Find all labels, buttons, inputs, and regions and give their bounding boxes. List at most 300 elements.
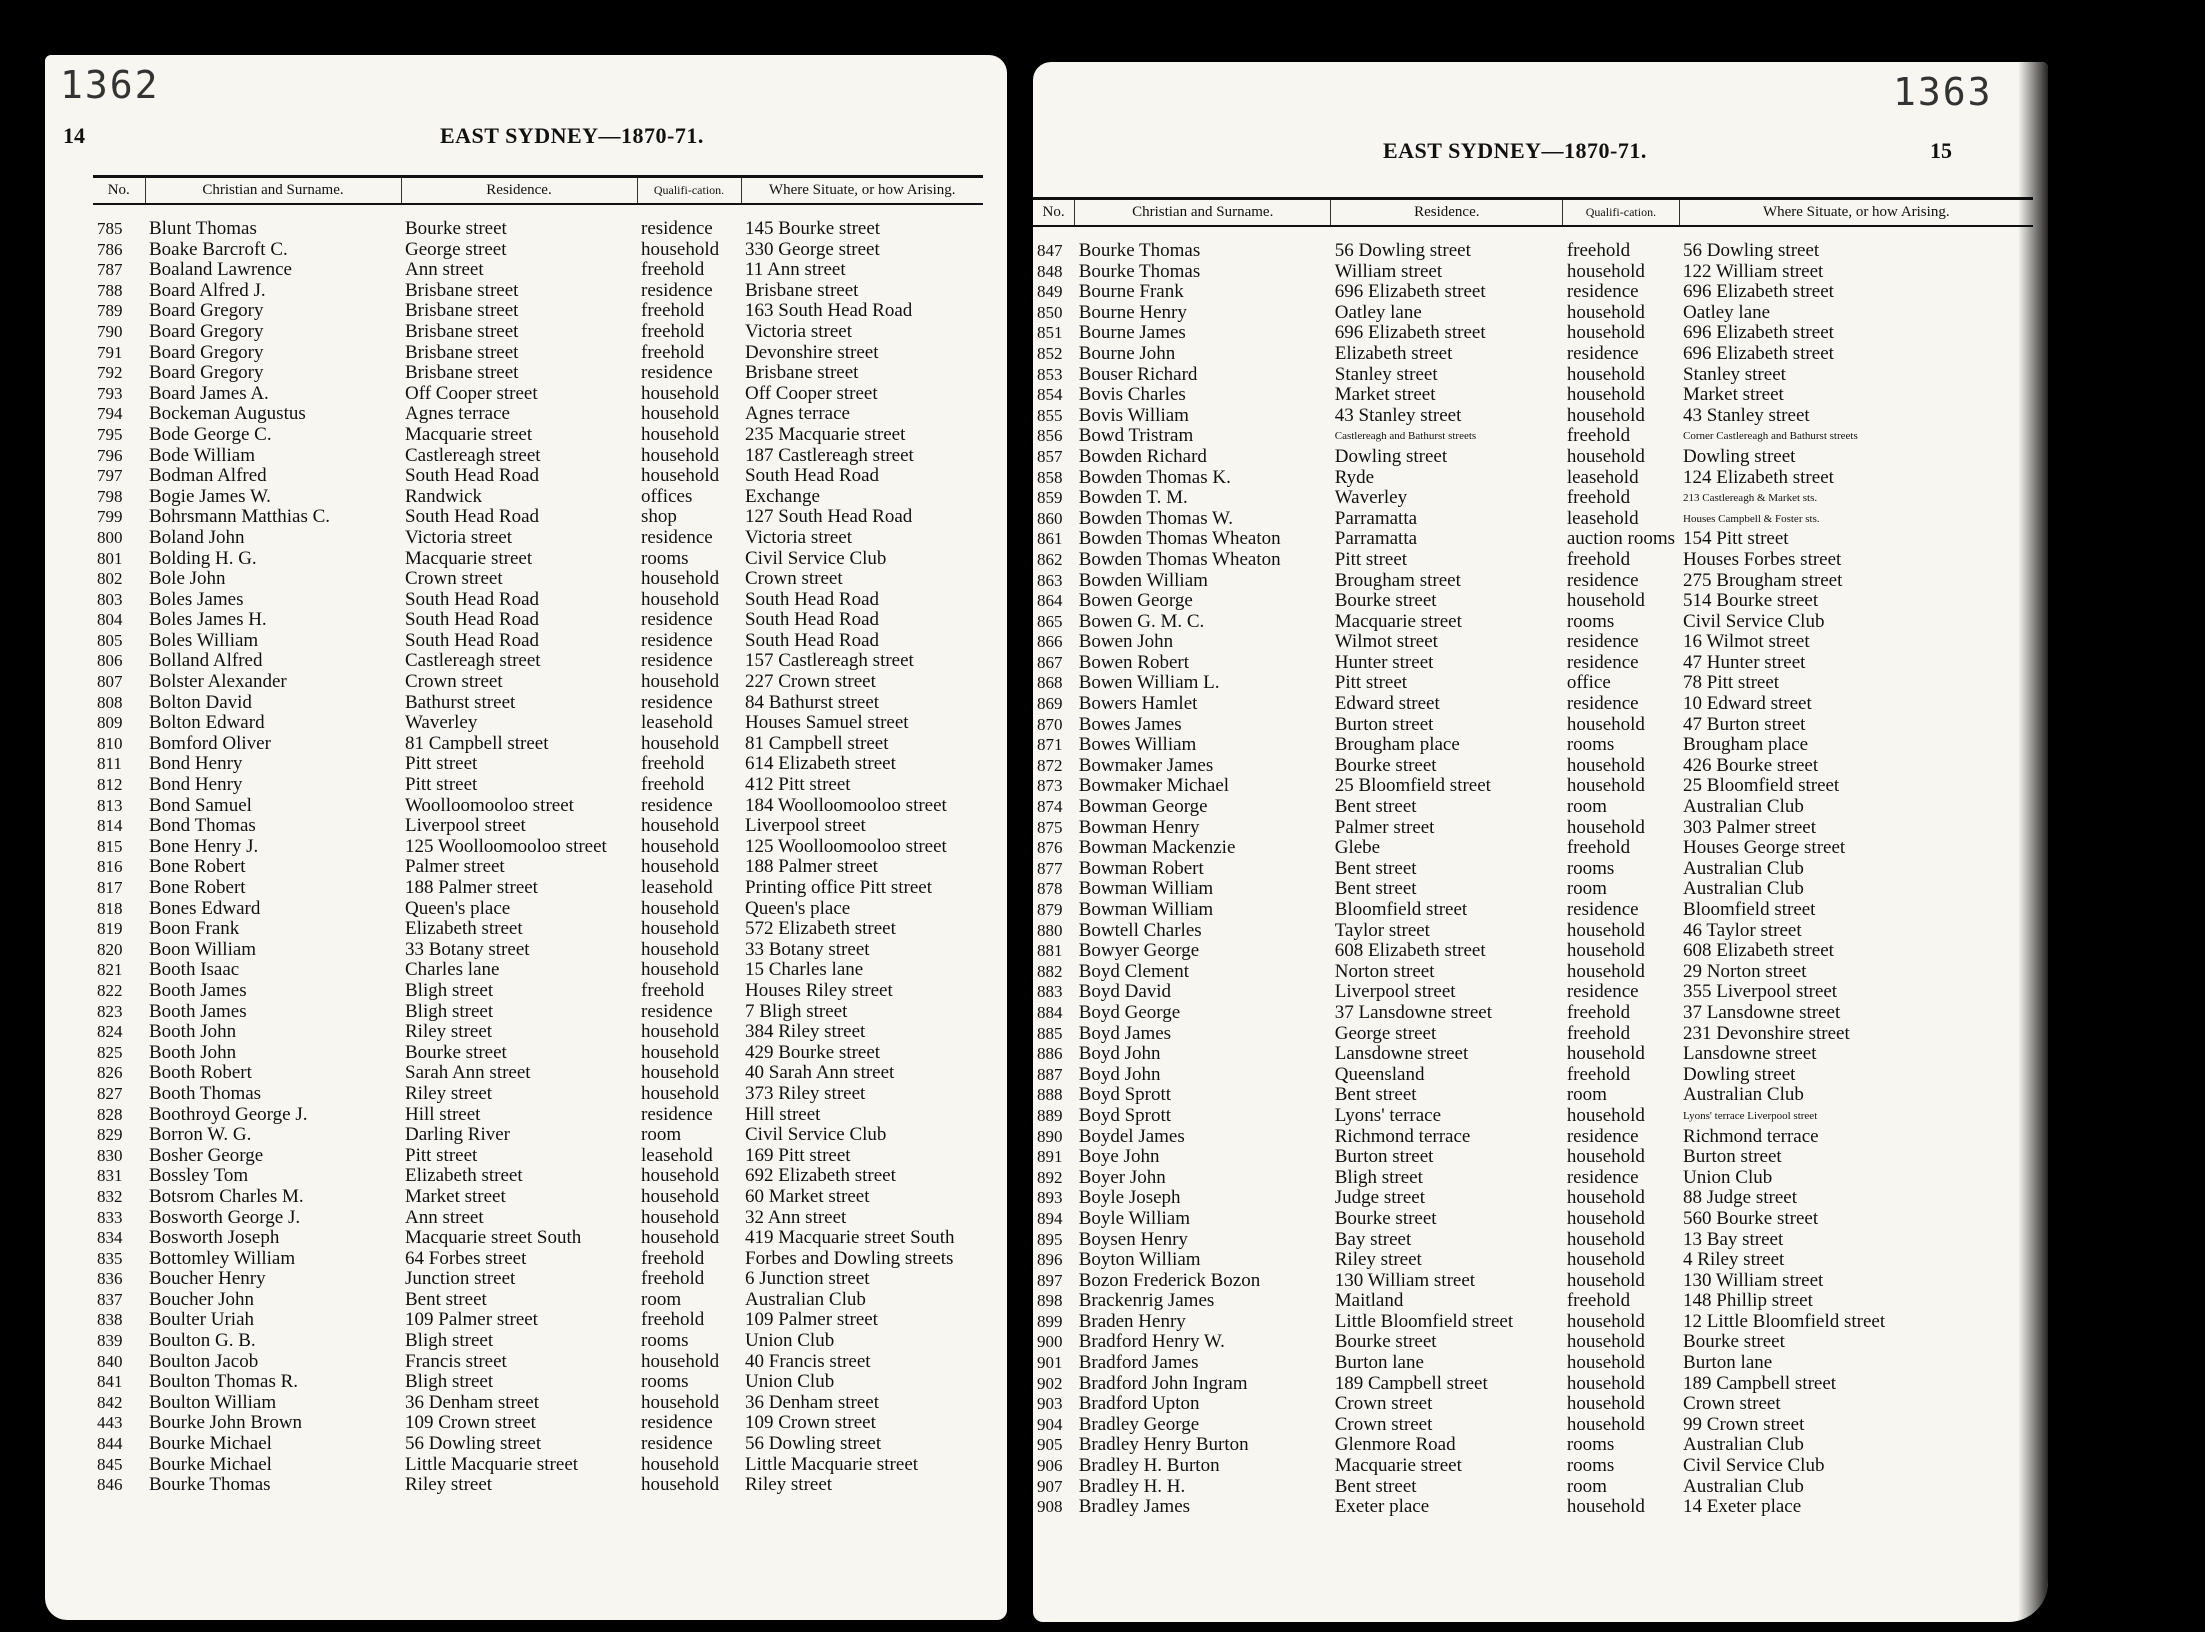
voter-name: Boyd Clement [1078, 960, 1189, 982]
qualification: household [641, 1062, 720, 1084]
entry-number: 861 [1037, 529, 1063, 549]
residence: 37 Lansdowne street [1334, 1001, 1492, 1023]
residence: Crown street [405, 568, 503, 590]
entry-number: 864 [1037, 591, 1063, 611]
where-situate: 412 Pitt street [745, 774, 851, 796]
table-row [93, 610, 983, 631]
residence: Macquarie street [1334, 610, 1462, 632]
table-row [93, 919, 983, 940]
voter-name: Boye John [1078, 1146, 1160, 1168]
voter-name: Boland John [149, 526, 245, 548]
entry-number: 881 [1037, 941, 1063, 961]
voter-name: Bond Thomas [149, 815, 256, 837]
voter-name: Bouser Richard [1078, 363, 1198, 385]
residence: 56 Dowling street [1334, 240, 1471, 261]
where-situate: 84 Bathurst street [745, 691, 880, 713]
qualification: shop [641, 506, 677, 528]
page-edge-shadow [2018, 62, 2048, 1622]
entry-number: 796 [97, 445, 123, 465]
table-row [1033, 1497, 2033, 1518]
voter-name: Boyle William [1078, 1207, 1190, 1229]
voter-name: Bolland Alfred [149, 650, 263, 672]
voter-name: Boyle Joseph [1078, 1187, 1181, 1209]
where-situate: 231 Devonshire street [1683, 1022, 1850, 1044]
table-row [93, 1455, 983, 1476]
entry-number: 865 [1037, 611, 1063, 631]
where-situate: South Head Road [745, 465, 880, 487]
residence: Brisbane street [405, 341, 519, 363]
table-row [1033, 1291, 2033, 1312]
where-situate: Australian Club [1683, 878, 1804, 900]
qualification: household [1566, 322, 1645, 344]
entry-number: 805 [97, 630, 123, 650]
where-situate: 429 Bourke street [745, 1041, 881, 1063]
qualification: household [1566, 445, 1645, 467]
residence: Edward street [1334, 693, 1440, 715]
residence: Victoria street [405, 526, 513, 548]
table-row [93, 1249, 983, 1270]
where-situate: 4 Riley street [1683, 1249, 1785, 1271]
residence: 130 William street [1334, 1269, 1476, 1291]
entry-number: 897 [1037, 1270, 1063, 1290]
voter-name: Boaland Lawrence [149, 259, 292, 281]
where-situate: Houses Forbes street [1683, 548, 1842, 570]
voter-name: Booth Isaac [149, 959, 240, 981]
voter-name: Board Gregory [149, 320, 264, 342]
qualification: household [1566, 301, 1645, 323]
qualification: household [641, 1165, 720, 1187]
qualification: freehold [1566, 487, 1631, 509]
where-situate: Forbes and Dowling streets [745, 1247, 954, 1269]
voter-name: Boucher John [149, 1288, 255, 1310]
where-situate: 109 Crown street [745, 1412, 876, 1434]
residence: Bligh street [1334, 1166, 1423, 1188]
entry-number: 809 [97, 713, 123, 733]
table-row [93, 343, 983, 364]
voter-name: Boulter Uriah [149, 1309, 255, 1331]
table-row [1033, 982, 2033, 1003]
voter-name: Boydel James [1078, 1125, 1185, 1147]
where-situate: 696 Elizabeth street [1683, 342, 1834, 364]
qualification: household [641, 465, 720, 487]
entry-number: 819 [97, 919, 123, 939]
table-row [93, 363, 983, 384]
table-row [93, 528, 983, 549]
table-row [1033, 226, 2033, 262]
where-situate: 81 Campbell street [745, 732, 889, 754]
qualification: household [1566, 960, 1645, 982]
qualification: residence [1566, 693, 1639, 715]
header-residence: Residence. [401, 177, 637, 205]
where-situate: 6 Junction street [745, 1268, 870, 1290]
entry-number: 894 [1037, 1208, 1063, 1228]
entry-number: 875 [1037, 817, 1063, 837]
entry-number: 884 [1037, 1002, 1063, 1022]
header-no: No. [1033, 199, 1075, 227]
table-row [1033, 344, 2033, 365]
voter-name: Boyer John [1078, 1166, 1166, 1188]
qualification: freehold [1566, 837, 1631, 859]
residence: Bent street [405, 1288, 487, 1310]
entry-number: 800 [97, 527, 123, 547]
residence: William street [1334, 260, 1443, 282]
residence: 608 Elizabeth street [1334, 940, 1486, 962]
entry-number: 823 [97, 1001, 123, 1021]
voter-name: Bowden Thomas Wheaton [1078, 528, 1281, 550]
residence: Macquarie street [405, 547, 533, 569]
residence: South Head Road [405, 465, 540, 487]
entry-number: 794 [97, 404, 123, 424]
right-page-title: EAST SYDNEY—1870-71. [1383, 138, 1647, 163]
where-situate: Australian Club [1683, 1084, 1804, 1106]
table-row [93, 1002, 983, 1023]
where-situate: 130 William street [1683, 1269, 1824, 1291]
voter-name: Boles William [149, 629, 259, 651]
entry-number: 802 [97, 569, 123, 589]
residence: Exeter place [1334, 1496, 1430, 1518]
entry-number: 793 [97, 383, 123, 403]
residence: 33 Botany street [405, 938, 530, 960]
entry-number: 786 [97, 239, 123, 259]
qualification: household [641, 1021, 720, 1043]
where-situate: Australian Club [1683, 1434, 1804, 1456]
table-row [1033, 591, 2033, 612]
residence: Burton street [1334, 1146, 1434, 1168]
qualification: freehold [641, 259, 705, 281]
qualification: household [641, 1206, 720, 1228]
voter-name: Bourne Henry [1078, 301, 1187, 323]
table-row [93, 1105, 983, 1126]
where-situate: 227 Crown street [745, 671, 876, 693]
residence: Riley street [405, 1082, 493, 1104]
entry-number: 858 [1037, 467, 1063, 487]
voter-name: Boysen Henry [1078, 1228, 1188, 1250]
qualification: residence [1566, 899, 1639, 920]
entry-number: 851 [1037, 323, 1063, 343]
entry-number: 873 [1037, 776, 1063, 796]
where-situate: 419 Macquarie street South [745, 1227, 955, 1249]
qualification: residence [641, 650, 713, 672]
residence: Bligh street [405, 1330, 494, 1352]
table-row [93, 1269, 983, 1290]
qualification: household [1566, 1043, 1645, 1065]
qualification: residence [1566, 281, 1639, 303]
left-header-row [93, 177, 983, 205]
where-situate: 78 Pitt street [1683, 672, 1780, 694]
entry-number: 829 [97, 1125, 123, 1145]
qualification: residence [1566, 631, 1639, 653]
header-where-situate: Where Situate, or how Arising. [1679, 199, 2033, 227]
where-situate: 56 Dowling street [1683, 240, 1820, 261]
qualification: household [1566, 590, 1645, 612]
entry-number: 880 [1037, 920, 1063, 940]
voter-name: Bosher George [149, 1144, 264, 1166]
table-row [1033, 1456, 2033, 1477]
entry-number: 869 [1037, 694, 1063, 714]
voter-name: Bowman Henry [1078, 816, 1200, 838]
residence: Parramatta [1334, 507, 1418, 529]
voter-name: Boulton William [149, 1391, 277, 1413]
where-situate: Exchange [745, 485, 820, 507]
residence: Francis street [405, 1350, 507, 1372]
where-situate: 47 Hunter street [1683, 651, 1806, 673]
where-situate: Queen's place [745, 897, 851, 919]
residence: 56 Dowling street [405, 1433, 542, 1455]
entry-number: 799 [97, 507, 123, 527]
table-row [93, 1310, 983, 1331]
table-row [93, 590, 983, 611]
voter-name: Bowden William [1078, 569, 1208, 591]
table-row [1033, 1065, 2033, 1086]
table-row [93, 1413, 983, 1434]
table-row [93, 796, 983, 817]
residence: Bligh street [405, 1371, 494, 1393]
left-register-table [93, 175, 983, 1496]
voter-name: Bole John [149, 568, 226, 590]
voter-name: Bradley James [1078, 1496, 1191, 1518]
qualification: office [1566, 672, 1611, 694]
qualification: household [1566, 1496, 1645, 1518]
residence: Bourke street [1334, 590, 1437, 612]
entry-number: 820 [97, 939, 123, 959]
table-row [93, 651, 983, 672]
table-row [1033, 941, 2033, 962]
entry-number: 879 [1037, 900, 1063, 919]
voter-name: Bradford James [1078, 1352, 1199, 1374]
entry-number: 904 [1037, 1414, 1063, 1434]
voter-name: Bowen G. M. C. [1078, 610, 1205, 632]
where-situate: Dowling street [1683, 1063, 1796, 1085]
where-situate: 560 Bourke street [1683, 1207, 1819, 1229]
residence: Richmond terrace [1334, 1125, 1471, 1147]
residence: Bent street [1334, 878, 1417, 900]
entry-number: 852 [1037, 343, 1063, 363]
residence: Glenmore Road [1334, 1434, 1456, 1456]
qualification: household [641, 1474, 720, 1496]
qualification: household [641, 238, 720, 260]
where-situate: 16 Wilmot street [1683, 631, 1810, 653]
qualification: residence [1566, 569, 1639, 591]
residence: Brisbane street [405, 362, 519, 384]
where-situate: Printing office Pitt street [745, 877, 932, 898]
table-row [93, 260, 983, 281]
table-row [1033, 406, 2033, 427]
qualification: residence [641, 794, 713, 816]
where-situate: 169 Pitt street [745, 1144, 851, 1166]
entry-number: 860 [1037, 508, 1063, 528]
table-row [93, 384, 983, 405]
voter-name: Bourke Thomas [1078, 260, 1201, 282]
table-row [93, 507, 983, 528]
residence: Little Bloomfield street [1334, 1310, 1514, 1332]
voter-name: Bourke John Brown [149, 1412, 303, 1434]
left-handwritten-page-number: 1362 [60, 63, 160, 107]
voter-name: Bolton Edward [149, 712, 265, 734]
table-row [93, 734, 983, 755]
voter-name: Bone Robert [149, 877, 246, 898]
entry-number: 890 [1037, 1126, 1063, 1146]
qualification: residence [641, 609, 713, 631]
residence: Bourke street [1334, 1331, 1437, 1353]
residence: Charles lane [405, 959, 500, 981]
voter-name: Boyd John [1078, 1063, 1161, 1085]
where-situate: Little Macquarie street [745, 1453, 919, 1475]
entry-number: 822 [97, 980, 123, 1000]
qualification: room [1566, 796, 1607, 818]
table-row [1033, 1106, 2033, 1127]
residence: Hunter street [1334, 651, 1434, 673]
entry-number: 895 [1037, 1229, 1063, 1249]
entry-number: 908 [1037, 1497, 1063, 1517]
entry-number: 888 [1037, 1085, 1063, 1105]
voter-name: Boyd Sprott [1078, 1104, 1172, 1126]
qualification: household [1566, 919, 1645, 941]
where-situate: Houses Samuel street [745, 712, 909, 734]
residence: Ann street [405, 259, 484, 281]
where-situate: 373 Riley street [745, 1082, 866, 1104]
qualification: household [641, 1350, 720, 1372]
table-row [1033, 1394, 2033, 1415]
entry-number: 870 [1037, 714, 1063, 734]
table-row [93, 857, 983, 878]
table-row [1033, 694, 2033, 715]
where-situate: Union Club [1683, 1166, 1773, 1188]
voter-name: Bowden Thomas K. [1078, 466, 1231, 488]
table-row [1033, 303, 2033, 324]
voter-name: Bovis Charles [1078, 384, 1186, 406]
where-situate: 696 Elizabeth street [1683, 281, 1834, 303]
voter-name: Board James A. [149, 382, 269, 404]
residence: South Head Road [405, 629, 540, 651]
where-situate: Civil Service Club [745, 1124, 887, 1146]
entry-number: 878 [1037, 879, 1063, 899]
entry-number: 902 [1037, 1373, 1063, 1393]
where-situate: 384 Riley street [745, 1021, 866, 1043]
table-row [1033, 468, 2033, 489]
entry-number: 859 [1037, 488, 1063, 508]
table-row [93, 1166, 983, 1187]
voter-name: Bradford John Ingram [1078, 1372, 1248, 1394]
voter-name: Boucher Henry [149, 1268, 266, 1290]
voter-name: Boles James [149, 588, 244, 610]
table-row [1033, 365, 2033, 386]
voter-name: Bourke Michael [149, 1433, 272, 1455]
where-situate: 154 Pitt street [1683, 528, 1789, 550]
left-page [45, 55, 1007, 1620]
qualification: household [641, 382, 720, 404]
where-situate: 47 Burton street [1683, 713, 1806, 735]
residence: Pitt street [405, 1144, 478, 1166]
table-row [1033, 550, 2033, 571]
voter-name: Bowden Thomas W. [1078, 507, 1233, 529]
voter-name: Bone Henry J. [149, 835, 259, 857]
where-situate: Richmond terrace [1683, 1125, 1819, 1147]
residence: Lansdowne street [1334, 1043, 1469, 1065]
qualification: freehold [641, 979, 705, 1001]
table-row [1033, 509, 2033, 530]
entry-number: 866 [1037, 632, 1063, 652]
entry-number: 905 [1037, 1435, 1063, 1455]
table-row [1033, 1250, 2033, 1271]
residence: Agnes terrace [405, 403, 510, 425]
qualification: freehold [641, 341, 705, 363]
where-situate: 125 Woolloomooloo street [745, 835, 947, 857]
residence: Riley street [405, 1021, 493, 1043]
table-row [1033, 426, 2033, 447]
entry-number: 804 [97, 610, 123, 630]
table-row [93, 981, 983, 1002]
qualification: household [641, 444, 720, 466]
voter-name: Bowes James [1078, 713, 1182, 735]
table-row [1033, 1147, 2033, 1168]
qualification: household [641, 1185, 720, 1207]
where-situate: 235 Macquarie street [745, 423, 906, 445]
where-situate: 124 Elizabeth street [1683, 466, 1834, 488]
where-situate: Market street [1683, 384, 1784, 406]
table-row [1033, 818, 2033, 839]
qualification: freehold [641, 1309, 705, 1331]
voter-name: Bowd Tristram [1078, 425, 1194, 447]
voter-name: Boyd George [1078, 1001, 1181, 1023]
qualification: household [641, 403, 720, 425]
entry-number: 798 [97, 486, 123, 506]
where-situate: Houses George street [1683, 837, 1846, 859]
table-row [93, 1393, 983, 1414]
where-situate: 184 Woolloomooloo street [745, 794, 947, 816]
voter-name: Bowes William [1078, 734, 1197, 756]
table-row [1033, 900, 2033, 921]
where-situate: 608 Elizabeth street [1683, 940, 1834, 962]
where-situate: 614 Elizabeth street [745, 753, 896, 775]
header-residence: Residence. [1331, 199, 1563, 227]
entry-number: 871 [1037, 735, 1063, 755]
residence: 188 Palmer street [405, 877, 538, 898]
residence: 109 Palmer street [405, 1309, 538, 1331]
where-situate: Bourke street [1683, 1331, 1785, 1353]
qualification: household [1566, 816, 1645, 838]
voter-name: Bowden Richard [1078, 445, 1207, 467]
where-situate: 46 Taylor street [1683, 919, 1802, 941]
entry-number: 815 [97, 836, 123, 856]
residence: Burton lane [1334, 1352, 1424, 1374]
where-situate: Union Club [745, 1330, 835, 1352]
entry-number: 893 [1037, 1188, 1063, 1208]
where-situate: Houses Riley street [745, 979, 893, 1001]
residence: Woolloomooloo street [405, 794, 574, 816]
entry-number: 830 [97, 1145, 123, 1165]
table-row [93, 1084, 983, 1105]
where-situate: Oatley lane [1683, 301, 1771, 323]
entry-number: 872 [1037, 755, 1063, 775]
residence: Macquarie street [1334, 1455, 1462, 1477]
entry-number: 887 [1037, 1064, 1063, 1084]
where-situate: South Head Road [745, 588, 880, 610]
entry-number: 808 [97, 692, 123, 712]
qualification: household [1566, 1413, 1645, 1435]
voter-name: Boles James H. [149, 609, 267, 631]
qualification: rooms [641, 547, 689, 569]
voter-name: Bossley Tom [149, 1165, 249, 1187]
table-row [93, 549, 983, 570]
where-situate: South Head Road [745, 609, 880, 631]
where-situate: 187 Castlereagh street [745, 444, 914, 466]
entry-number: 850 [1037, 302, 1063, 322]
header-where-situate: Where Situate, or how Arising. [741, 177, 983, 205]
residence: Bay street [1334, 1228, 1412, 1250]
table-row [93, 1125, 983, 1146]
residence: Taylor street [1334, 919, 1430, 941]
residence: Burton street [1334, 713, 1434, 735]
